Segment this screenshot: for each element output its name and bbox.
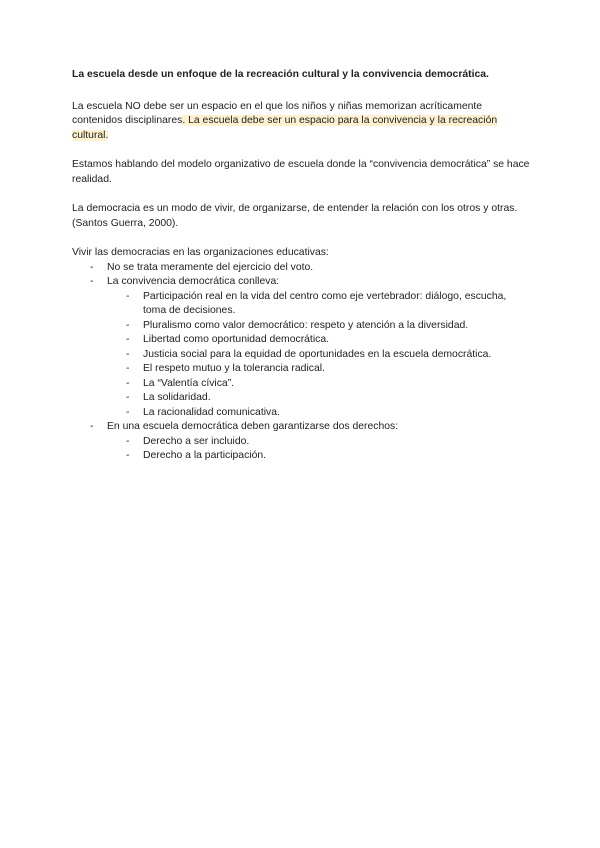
list-item-text: En una escuela democrática deben garantizarse dos derechos: — [107, 421, 399, 432]
document-title: La escuela desde un enfoque de la recreación cultural y la convivencia democrática. — [72, 69, 489, 80]
sub-list-item: - Libertad como oportunidad democrática. — [107, 333, 530, 348]
list-item — [72, 261, 530, 276]
sub-list-item: - La racionalidad comunicativa. — [107, 406, 530, 421]
sub-list-item: - El respeto mutuo y la tolerancia radical. — [107, 362, 530, 377]
paragraph-2: Estamos hablando del modelo organizativo de escuela donde la “convivencia democrática” se hace realidad. — [72, 159, 530, 185]
list-item-text: No se trata meramente del ejercicio del voto. — [107, 261, 314, 273]
sub-list-item: - La solidaridad. — [107, 391, 530, 406]
sub-list-item: - Pluralismo como valor democrático: respeto y atención a la diversidad. — [107, 319, 530, 334]
sub-list — [107, 435, 530, 464]
paragraph-1 — [72, 100, 530, 144]
paragraph-1-text: La escuela NO debe ser un espacio en el que los niños y niñas memorizan acríticamente contenidos disciplinares — [72, 100, 483, 126]
list-item-text: La convivencia democrática conlleva: — [107, 276, 280, 287]
sub-list-item: - Participación real en la vida del centro como eje vertebrador: diálogo, escucha, toma de decisiones. — [107, 290, 530, 319]
paragraph-3: La democracia es un modo de vivir, de organizarse, de entender la relación con los otros y otras. (Santos Guerra, 2000). — [72, 203, 518, 229]
sub-list — [107, 290, 530, 421]
list-item — [72, 275, 530, 420]
sub-list-item: - Derecho a ser incluido. — [107, 435, 530, 450]
list-intro: Vivir las democracias en las organizaciones educativas: — [72, 247, 329, 258]
list-item — [72, 420, 530, 464]
highlighted-text: . La escuela debe ser un espacio para la convivencia y la recreación cultural. — [72, 115, 498, 141]
bullet-list — [72, 261, 530, 464]
sub-list-item: - La “Valentía cívica”. — [107, 377, 530, 392]
sub-list-item: - Justicia social para la equidad de oportunidades en la escuela democrática. — [107, 348, 530, 363]
sub-list-item: - Derecho a la participación. — [107, 449, 530, 464]
